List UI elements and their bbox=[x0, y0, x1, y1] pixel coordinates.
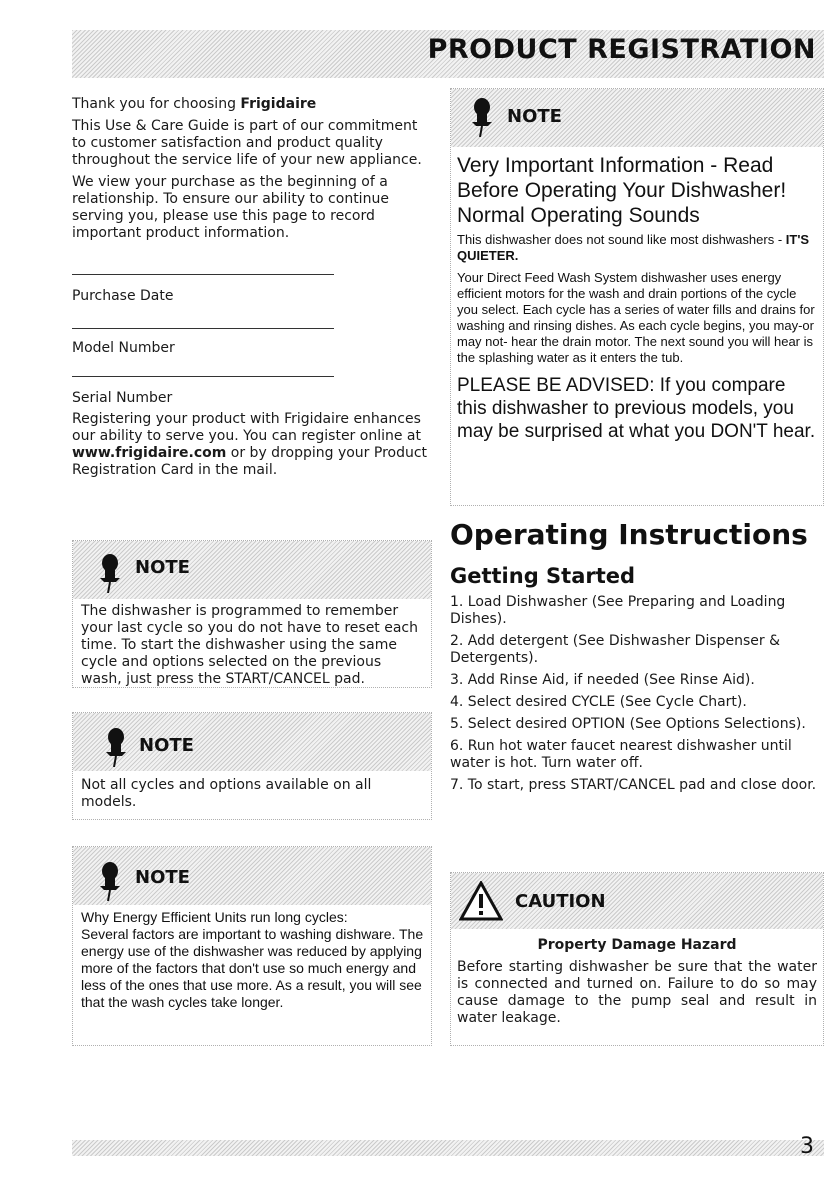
pushpin-icon bbox=[469, 97, 495, 137]
registration-section bbox=[72, 96, 430, 242]
purchase-date-line bbox=[72, 274, 334, 275]
wash-system-paragraph: Your Direct Feed Wash System dishwasher uses energy efficient motors for the wash and drain portions of the cycle you select. Each cycle has a series of water fills and drains for washing and rinsing dishes. As each cycle begins, you may-or may not- hear the drain motor. The next sound you will hear is the splashing water as it enters the tub. bbox=[457, 270, 815, 365]
sounds-heading: Normal Operating Sounds bbox=[457, 204, 700, 227]
step-item: 6. Run hot water faucet nearest dishwasher until water is hot. Turn water off. bbox=[450, 738, 792, 771]
record-paragraph: We view your purchase as the beginning of a relationship. To ensure our ability to continue serving you, please use this page to record important product information. bbox=[72, 174, 389, 241]
note-label: NOTE bbox=[135, 867, 190, 888]
register-url: www.frigidaire.com bbox=[72, 445, 227, 461]
step-item: 1. Load Dishwasher (See Preparing and Loading Dishes). bbox=[450, 594, 786, 627]
footer-bar bbox=[72, 1140, 824, 1156]
note-box-sounds bbox=[450, 88, 824, 506]
register-text-end: or by dropping your Product Registration Card in the mail. bbox=[72, 445, 428, 478]
intro-paragraph: This Use & Care Guide is part of our commitment to customer satisfaction and product quality throughout the service life of your new appliance. bbox=[72, 118, 422, 168]
note-header bbox=[73, 847, 431, 905]
caution-header bbox=[451, 873, 823, 929]
brand-name: Frigidaire bbox=[240, 96, 317, 112]
model-number-line bbox=[72, 328, 334, 329]
advised-paragraph: PLEASE BE ADVISED: If you compare this dishwasher to previous models, you may be surprised at what you DON'T hear. bbox=[457, 375, 816, 442]
step-item: 7. To start, press START/CANCEL pad and close door. bbox=[450, 777, 817, 793]
purchase-date-label: Purchase Date bbox=[72, 288, 174, 304]
steps-list bbox=[450, 594, 824, 799]
warning-triangle-icon bbox=[459, 881, 503, 921]
note-box-energy bbox=[72, 846, 432, 1046]
quieter-text: This dishwasher does not sound like most dishwashers - bbox=[457, 232, 783, 247]
quieter-paragraph bbox=[457, 232, 819, 264]
step-item: 5. Select desired OPTION (See Options Selections). bbox=[450, 716, 806, 732]
step-item: 4. Select desired CYCLE (See Cycle Chart). bbox=[450, 694, 747, 710]
energy-heading: Why Energy Efficient Units run long cycles: bbox=[81, 909, 348, 925]
page-number: 3 bbox=[800, 1134, 814, 1159]
register-text: Registering your product with Frigidaire enhances our ability to serve you. You can register online at bbox=[72, 411, 421, 444]
note-label: NOTE bbox=[139, 735, 194, 756]
note-box-cycles bbox=[72, 712, 432, 820]
caution-label: CAUTION bbox=[515, 891, 606, 912]
cycles-text: Not all cycles and options available on all models. bbox=[81, 777, 372, 810]
caution-heading: Property Damage Hazard bbox=[537, 937, 737, 953]
pushpin-icon bbox=[97, 553, 123, 593]
step-item: 2. Add detergent (See Dishwasher Dispenser & Detergents). bbox=[450, 633, 781, 666]
important-heading: Very Important Information - Read Before Operating Your Dishwasher! bbox=[457, 154, 787, 202]
register-paragraph bbox=[72, 411, 434, 479]
page-title: PRODUCT REGISTRATION bbox=[427, 34, 816, 65]
caution-text: Before starting dishwasher be sure that the water is connected and turned on. Failure to do so may cause damage to the pump seal and result in water leakage. bbox=[457, 959, 817, 1026]
thanks-text: Thank you for choosing bbox=[72, 96, 236, 112]
operating-title: Operating Instructions bbox=[450, 518, 808, 551]
energy-text: Several factors are important to washing dishware. The energy use of the dishwasher was reduced by applying more of the factors that don't use so much energy and less of the ones that use more. As a result, you will see that the wash cycles take longer. bbox=[81, 926, 424, 1010]
pushpin-icon bbox=[97, 861, 123, 901]
getting-started-heading: Getting Started bbox=[450, 564, 636, 588]
remember-text: The dishwasher is programmed to remember your last cycle so you do not have to reset each time. To start the dishwasher using the same cycle and options selected on the previous wash, just press the START/CANCEL pad. bbox=[81, 603, 419, 687]
serial-number-label: Serial Number bbox=[72, 390, 173, 406]
note-label: NOTE bbox=[135, 557, 190, 578]
note-box-remember bbox=[72, 540, 432, 688]
quieter-emphasis: IT'S QUIETER. bbox=[457, 232, 810, 263]
serial-number-line bbox=[72, 376, 334, 377]
caution-box bbox=[450, 872, 824, 1046]
model-number-label: Model Number bbox=[72, 340, 175, 356]
note-header bbox=[73, 541, 431, 599]
step-item: 3. Add Rinse Aid, if needed (See Rinse Aid). bbox=[450, 672, 755, 688]
note-label: NOTE bbox=[507, 106, 562, 127]
pushpin-icon bbox=[103, 727, 129, 767]
